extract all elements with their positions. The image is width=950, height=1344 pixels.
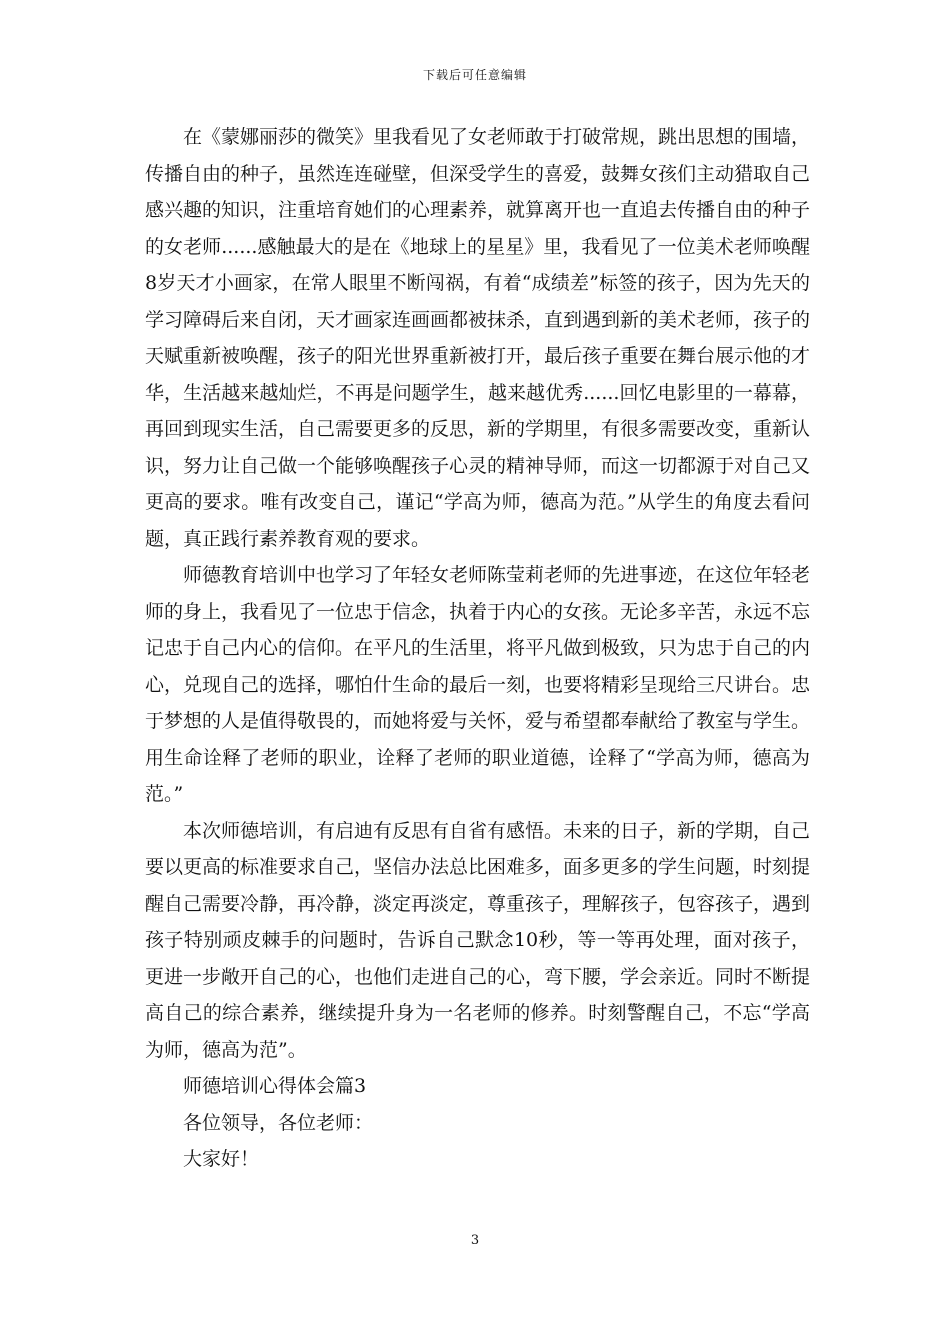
salutation: 各位领导，各位老师： [183, 1111, 374, 1134]
paragraph-2: 师德教育培训中也学习了年轻女老师陈莹莉老师的先进事迹，在这位年轻老师的身上，我看见了一位忠于信念，执着于内心的女孩。无论多辛苦，永远不忘记忠于自己内心的信仰。在平凡的生活里，将平凡做到极致，只为忠于自己的内心，兑现自己的选择，哪怕什生命的最后一刻，也要将精彩呈现给三尺讲台。忠于梦想的人是值得敬畏的，而她将爱与关怀，爱与希望都奉献给了教室与学生。用生命诠释了老师的职业，诠释了老师的职业道德，诠释了“学高为师，德高为范。” [145, 564, 811, 805]
page-header: 下载后可任意编辑 [422, 68, 527, 82]
paragraph-1: 在《蒙娜丽莎的微笑》里我看见了女老师敢于打破常规，跳出思想的围墙，传播自由的种子，虽然连连碰壁，但深受学生的喜爱，鼓舞女孩们主动猎取自己感兴趣的知识，注重培育她们的心理素养，就算离开也一直追去传播自由的种子的女老师......感触最大的是在《地球上的星星》里，我看见了一位美术老师唤醒8岁天才小画家，在常人眼里不断闯祸，有着“成绩差”标签的孩子，因为先天的学习障碍后来自闭，天才画家连画画都被抹杀，直到遇到新的美术老师，孩子的天赋重新被唤醒，孩子的阳光世界重新被打开，最后孩子重要在舞台展示他的才华，生活越来越灿烂，不再是问题学生，越来越优秀......回忆电影里的一幕幕，再回到现实生活，自己需要更多的反思，新的学期里，有很多需要改变，重新认识，努力让自己做一个能够唤醒孩子心灵的精神导师，而这一切都源于对自己又更高的要求。唯有改变自己，谨记“学高为师，德高为范。”从学生的角度去看问题，真正践行素养教育观的要求。 [145, 126, 811, 550]
document-body [145, 119, 810, 1178]
paragraph-3: 本次师德培训，有启迪有反思有自省有感悟。未来的日子，新的学期，自己要以更高的标准要求自己，坚信办法总比困难多，面多更多的学生问题，时刻提醒自己需要冷静，再冷静，淡定再淡定，尊重孩子，理解孩子，包容孩子，遇到孩子特别顽皮棘手的问题时，告诉自己默念10秒，等一等再处理，面对孩子，更进一步敞开自己的心，也他们走进自己的心，弯下腰，学会亲近。同时不断提高自己的综合素养，继续提升身为一名老师的修养。时刻警醒自己，不忘“学高为师，德高为范”。 [145, 819, 811, 1061]
greeting: 大家好！ [183, 1148, 260, 1170]
section-title: 师德培训心得体会篇3 [183, 1075, 367, 1097]
page-number: 3 [470, 1233, 480, 1248]
